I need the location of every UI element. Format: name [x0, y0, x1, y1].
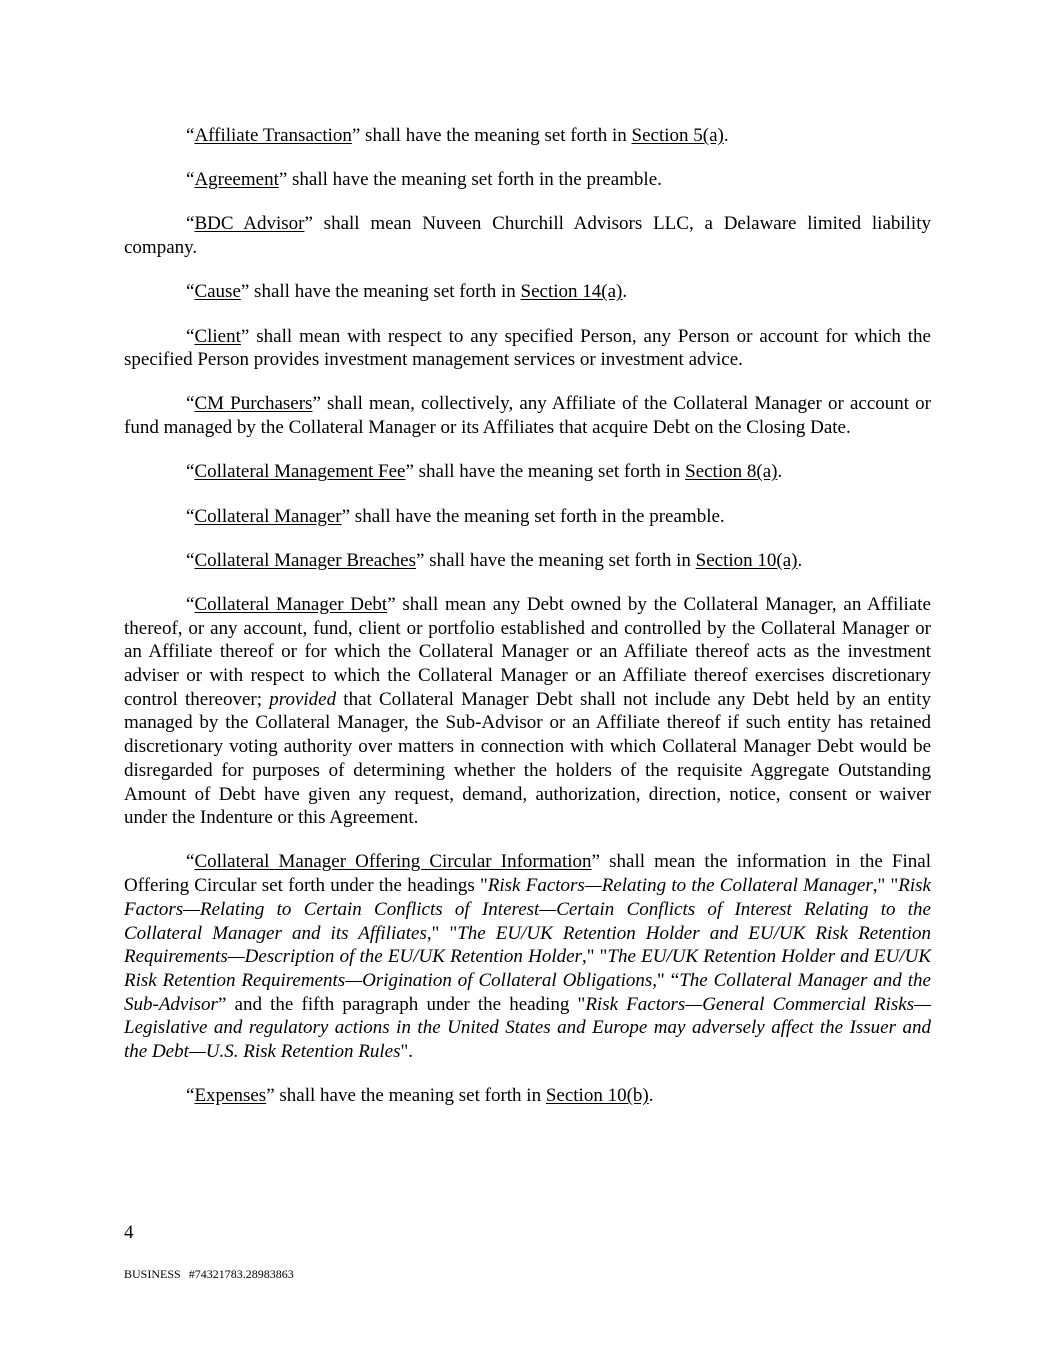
- text-run: ” shall have the meaning set forth in: [416, 549, 696, 571]
- section-reference: Section 10(b): [545, 1085, 649, 1107]
- text-run: “: [186, 461, 195, 483]
- text-run: “: [186, 213, 195, 235]
- text-run: ” shall have the meaning set forth in the preamble.: [278, 169, 662, 191]
- defined-term: Collateral Management Fee: [194, 461, 406, 483]
- definition-paragraph: [124, 460, 931, 484]
- text-run: ” shall mean the information in the Final Offering Circular set forth under the headings ": [124, 851, 931, 897]
- text-run: ” shall mean with respect to any specified Person, any Person or account for which the specified Person provides investment management services or investment advice.: [124, 325, 931, 371]
- defined-term: Expenses: [194, 1085, 267, 1107]
- text-run: “: [186, 1085, 195, 1107]
- text-run: ” shall mean Nuveen Churchill Advisors LLC, a Delaware limited liability company.: [124, 213, 931, 259]
- page-number: 4: [124, 1222, 134, 1243]
- text-run: ," ": [872, 875, 899, 897]
- italic-text: Risk Factors—General Commercial Risks—Legislative and regulatory actions in the United States and Europe may adversely affect the Issuer and the Debt—U.S. Risk Retention Rules: [124, 993, 932, 1063]
- italic-text: The EU/UK Retention Holder and EU/UK Risk Retention Requirements—Description of the EU/UK Retention Holder: [124, 922, 932, 968]
- text-run: ” shall have the meaning set forth in the preamble.: [341, 505, 725, 527]
- defined-term: Collateral Manager Breaches: [194, 549, 416, 571]
- text-run: ” shall mean, collectively, any Affiliate of the Collateral Manager or account or fund managed by the Collateral Manager or its Affiliates that acquire Debt on the Closing Date.: [124, 393, 931, 439]
- defined-term: Client: [194, 325, 241, 347]
- text-run: “: [186, 125, 195, 146]
- definition-paragraph: [124, 850, 931, 1063]
- definition-paragraph: [124, 505, 931, 529]
- italic-text: Risk Factors—Relating to the Collateral Manager: [487, 875, 873, 897]
- defined-term: Agreement: [194, 169, 279, 191]
- definition-paragraph: [124, 325, 931, 372]
- text-run: that Collateral Manager Debt shall not include any Debt held by an entity managed by the Collateral Manager, the Sub-Advisor or an Affiliate thereof if such entity has retained discretionary voting authority over matters in connection with which Collateral Manager Debt would be disregarded for purposes of determining whether the holders of the requisite Aggregate Outstanding Amount of Debt have given any request, demand, authorization, direction, notice, consent or waiver under the Indenture or this Agreement.: [124, 688, 931, 829]
- text-run: ” shall have the meaning set forth in: [266, 1085, 546, 1107]
- document-footer: [124, 1267, 294, 1282]
- definition-paragraph: [124, 168, 931, 192]
- definition-paragraph: [124, 280, 931, 304]
- text-run: “: [186, 851, 195, 873]
- section-reference: Section 8(a): [685, 461, 778, 483]
- defined-term: CM Purchasers: [194, 393, 313, 415]
- defined-term: Affiliate Transaction: [194, 125, 352, 146]
- text-run: ” shall have the meaning set forth in: [351, 125, 632, 146]
- text-run: “: [186, 593, 195, 615]
- definition-paragraph: [124, 593, 931, 830]
- text-run: ".: [400, 1041, 414, 1063]
- defined-term: BDC Advisor: [194, 213, 305, 235]
- definition-paragraph: [124, 392, 931, 439]
- italic-text: Risk Factors—Relating to Certain Conflicts of Interest—Certain Conflicts of Interest Relating to the Collateral Manager and its Affiliates: [124, 875, 931, 944]
- text-run: “: [186, 505, 195, 527]
- text-run: “: [186, 281, 195, 303]
- section-reference: Section 5(a): [631, 125, 724, 146]
- text-run: .: [723, 125, 729, 146]
- text-run: ” shall have the meaning set forth in: [240, 281, 521, 303]
- text-run: “: [186, 325, 195, 347]
- footer-label: BUSINESS: [124, 1267, 181, 1281]
- italic-text: provided: [269, 688, 337, 710]
- document-body: [124, 124, 931, 1129]
- text-run: .: [777, 461, 783, 483]
- text-run: .: [622, 281, 628, 303]
- definition-paragraph: [124, 124, 931, 148]
- text-run: “: [186, 393, 195, 415]
- defined-term: Collateral Manager Offering Circular Information: [194, 851, 592, 873]
- text-run: ” shall have the meaning set forth in: [405, 461, 686, 483]
- definition-paragraph: [124, 549, 931, 573]
- definition-paragraph: [124, 1084, 931, 1108]
- text-run: .: [797, 549, 803, 571]
- footer-doc-id: #74321783.28983863: [188, 1267, 294, 1281]
- definition-paragraph: [124, 212, 931, 259]
- text-run: ," ": [426, 922, 458, 944]
- section-reference: Section 10(a): [695, 549, 798, 571]
- text-run: ," ": [581, 946, 608, 968]
- defined-term: Collateral Manager Debt: [194, 593, 388, 615]
- italic-text: The EU/UK Retention Holder and EU/UK Risk Retention Requirements—Origination of Collateral Obligations: [124, 946, 931, 991]
- text-run: “: [186, 169, 195, 191]
- text-run: ," “: [652, 969, 680, 991]
- text-run: ” and the fifth paragraph under the heading ": [217, 993, 586, 1015]
- defined-term: Collateral Manager: [194, 505, 342, 527]
- text-run: “: [186, 549, 195, 571]
- defined-term: Cause: [194, 281, 241, 303]
- section-reference: Section 14(a): [520, 281, 623, 303]
- italic-text: The Collateral Manager and the Sub-Advisor: [124, 969, 931, 1015]
- text-run: .: [648, 1085, 654, 1107]
- text-run: ” shall mean any Debt owned by the Collateral Manager, an Affiliate thereof, or any account, fund, client or portfolio established and controlled by the Collateral Manager or an Affiliate thereof or for which the Collateral Manager or an Affiliate thereof acts as the investment adviser or with respect to which the Collateral Manager or an Affiliate thereof exercises discretionary control thereover;: [124, 593, 931, 710]
